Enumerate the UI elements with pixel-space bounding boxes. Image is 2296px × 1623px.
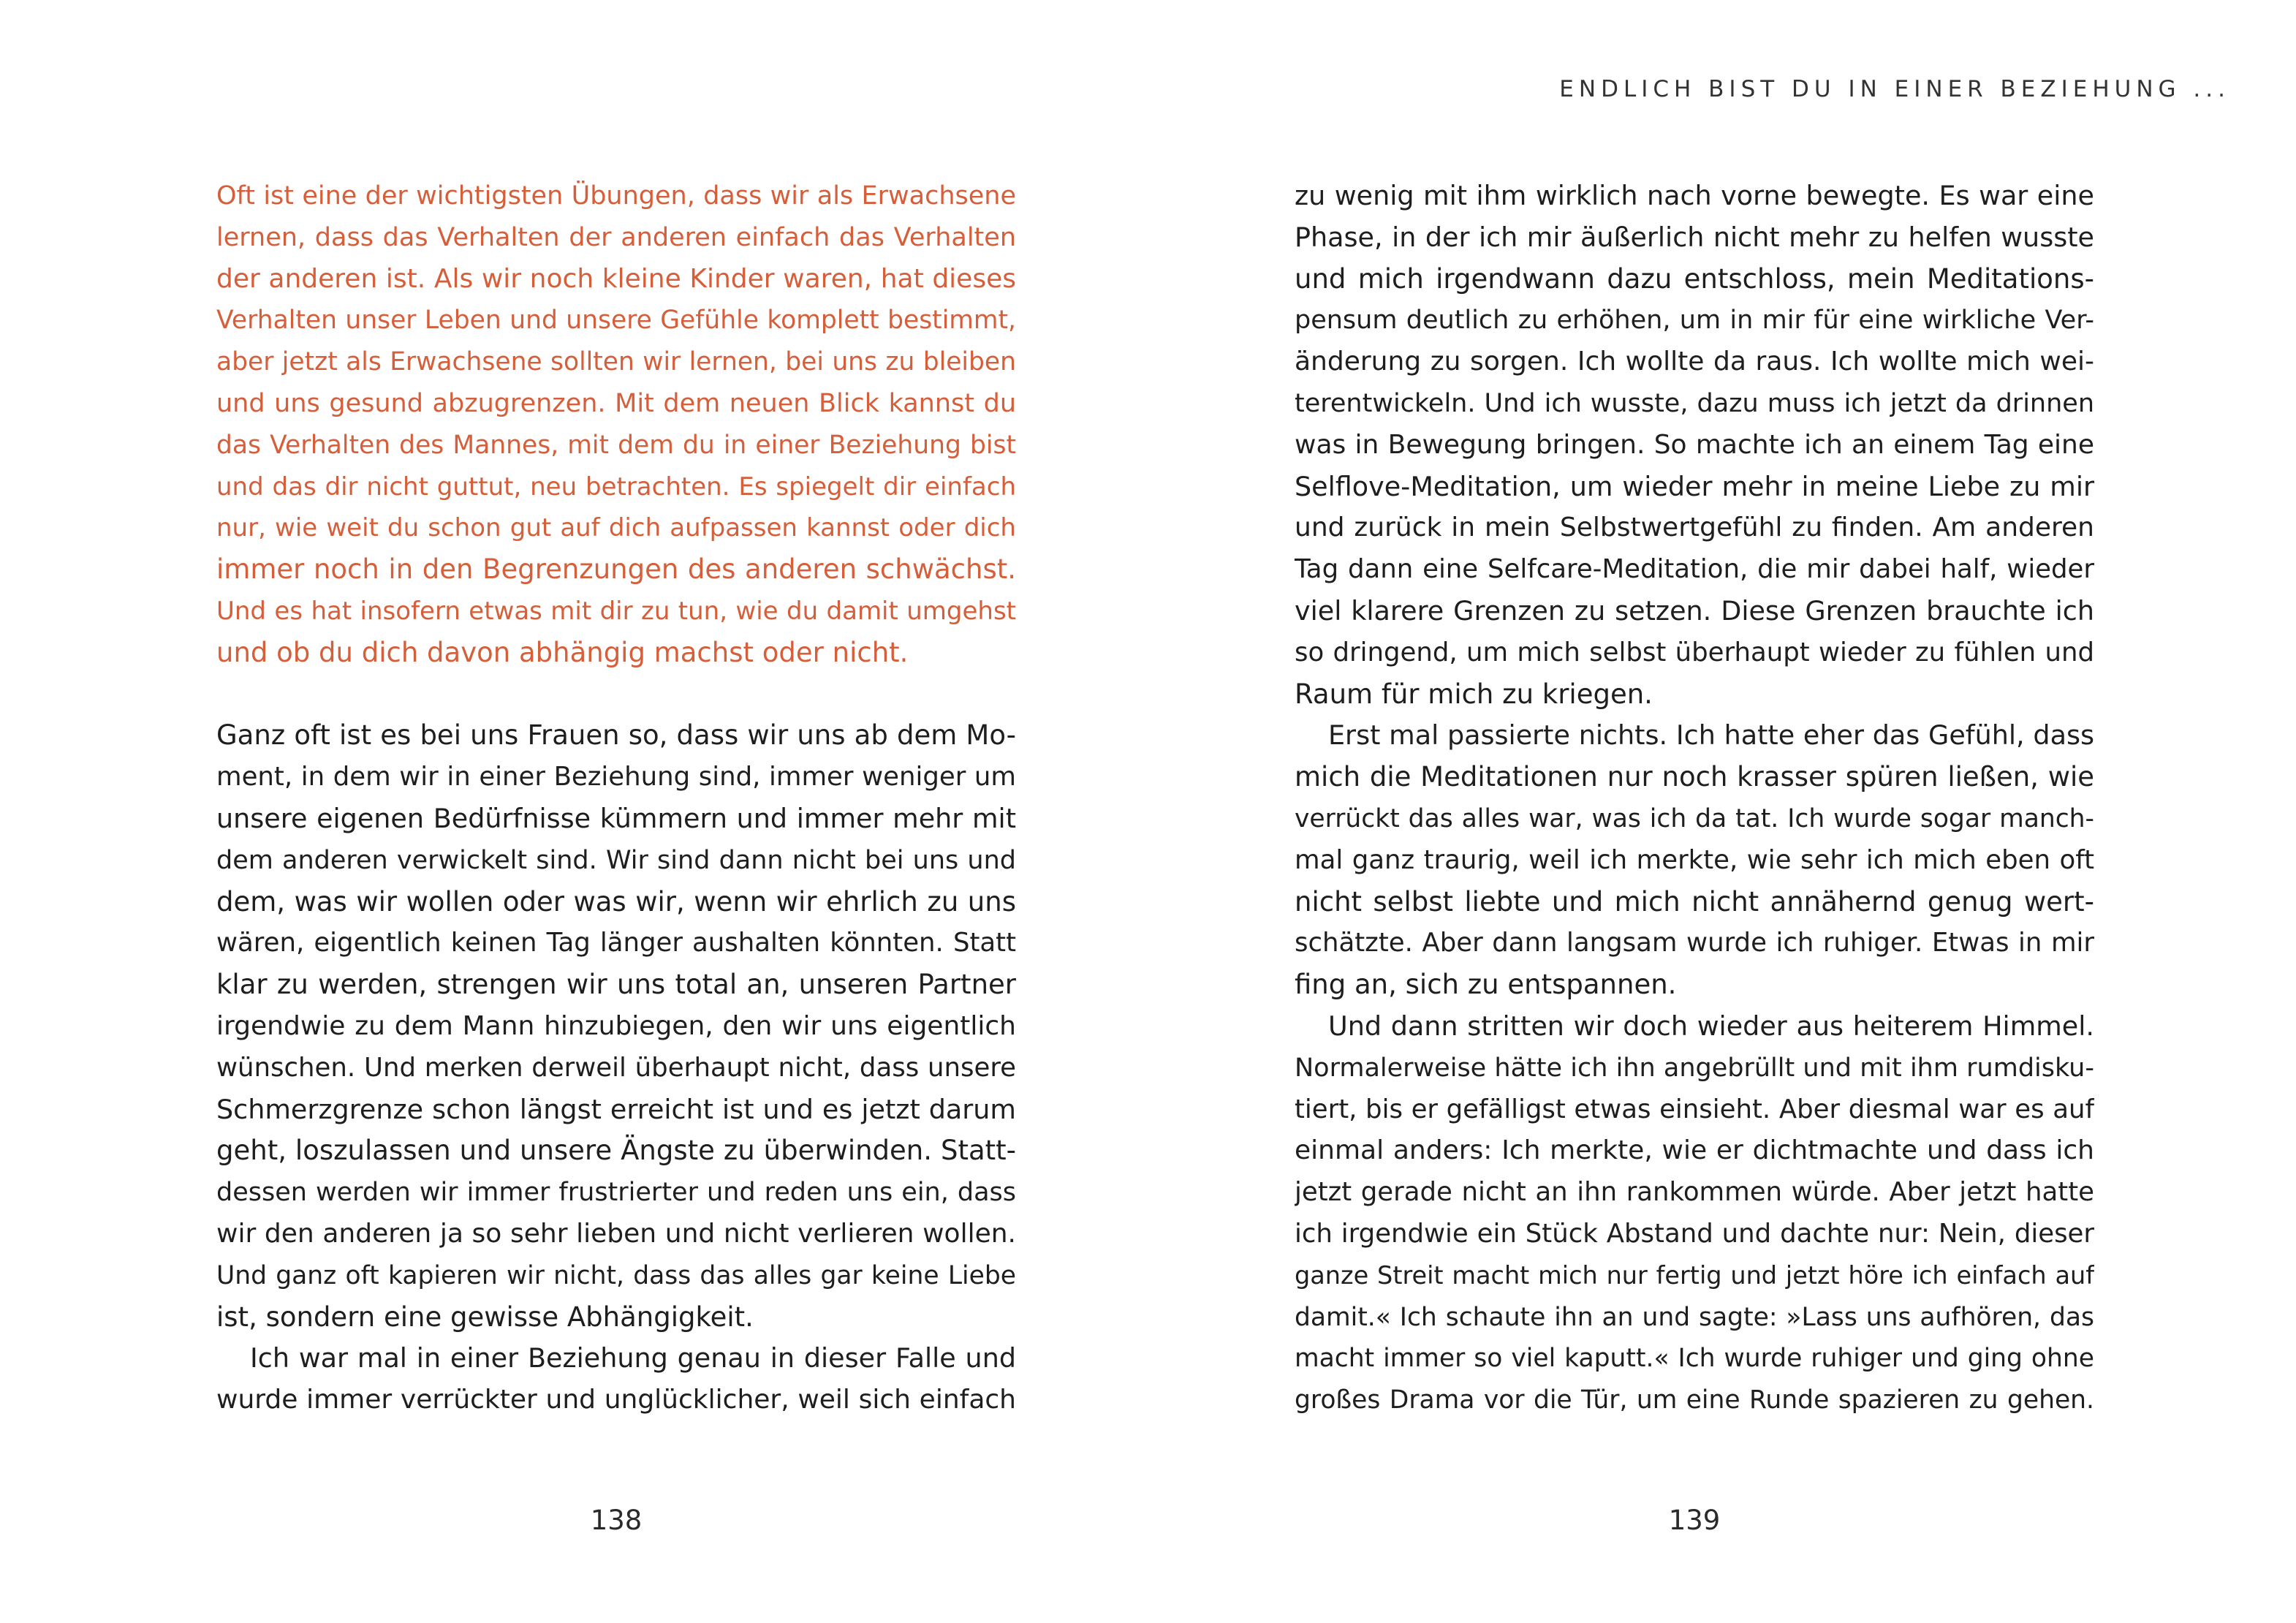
body-line: wir den anderen ja so sehr lieben und nicht verlieren wollen.: [216, 1218, 1016, 1249]
body-line: ganze Streit macht mich nur fertig und jetzt höre ich einfach auf: [1295, 1260, 2094, 1290]
body-text: [216, 715, 1016, 1421]
body-line: was in Bewegung bringen. So machte ich an einem Tag eine: [1295, 429, 2094, 460]
body-line: Und dann stritten wir doch wieder aus heiterem Himmel.: [1328, 1010, 2094, 1042]
body-line: änderung zu sorgen. Ich wollte da raus. Ich wollte mich wei-: [1295, 347, 2094, 377]
body-line: tiert, bis er gefälligst etwas einsieht. Aber diesmal war es auf: [1295, 1094, 2094, 1124]
highlight-line: Und es hat insofern etwas mit dir zu tun, wie du damit umgehst: [216, 596, 1016, 626]
highlight-line: aber jetzt als Erwachsene sollten wir lernen, bei uns zu bleiben: [216, 347, 1016, 377]
body-line: so dringend, um mich selbst überhaupt wieder zu fühlen und: [1295, 637, 2094, 667]
page-number-left: 138: [590, 1505, 643, 1536]
page-number-right: 139: [1668, 1505, 1721, 1536]
body-line: ist, sondern eine gewisse Abhängigkeit.: [216, 1301, 754, 1333]
body-line: unsere eigenen Bedürfnisse kümmern und immer mehr mit: [216, 802, 1016, 834]
body-line: nicht selbst liebte und mich nicht annähernd genug wert-: [1295, 885, 2094, 918]
body-line: irgendwie zu dem Mann hinzubiegen, den wir uns eigentlich: [216, 1010, 1016, 1041]
highlight-line: und ob du dich davon abhängig machst oder nicht.: [216, 636, 909, 668]
body-line: dem, was wir wollen oder was wir, wenn wir ehrlich zu uns: [216, 885, 1016, 918]
highlight-line: und uns gesund abzugrenzen. Mit dem neuen Blick kannst du: [216, 388, 1016, 418]
body-text: [1295, 175, 2094, 1421]
running-head: ENDLICH BIST DU IN EINER BEZIEHUNG ...: [1559, 76, 2230, 102]
body-line: zu wenig mit ihm wirklich nach vorne bewegte. Es war eine: [1295, 180, 2094, 211]
body-line: Phase, in der ich mir äußerlich nicht mehr zu helfen wusste: [1295, 221, 2094, 253]
body-line: Ganz oft ist es bei uns Frauen so, dass wir uns ab dem Mo-: [216, 719, 1016, 752]
body-line: dessen werden wir immer frustrierter und reden uns ein, dass: [216, 1178, 1016, 1208]
body-line: damit.« Ich schaute ihn an und sagte: »Lass uns aufhören, das: [1295, 1302, 2094, 1332]
highlight-line: Verhalten unser Leben und unsere Gefühle komplett bestimmt,: [216, 306, 1016, 336]
body-line: verrückt das alles war, was ich da tat. Ich wurde sogar manch-: [1295, 803, 2094, 833]
body-line: wünschen. Und merken derweil überhaupt nicht, dass unsere: [216, 1052, 1016, 1083]
body-line: wären, eigentlich keinen Tag länger aushalten könnten. Statt: [216, 928, 1016, 958]
body-line: Schmerzgrenze schon längst erreicht ist und es jetzt darum: [216, 1093, 1016, 1125]
body-line: mal ganz traurig, weil ich merkte, wie sehr ich mich eben oft: [1295, 844, 2094, 875]
body-line: jetzt gerade nicht an ihn rankommen würde. Aber jetzt hatte: [1295, 1177, 2094, 1208]
body-line: Erst mal passierte nichts. Ich hatte eher das Gefühl, dass: [1328, 719, 2094, 752]
highlight-line: lernen, dass das Verhalten der anderen einfach das Verhalten: [216, 222, 1016, 252]
body-line: fing an, sich zu entspannen.: [1295, 969, 1677, 1001]
body-line: geht, loszulassen und unsere Ängste zu überwinden. Statt-: [216, 1135, 1016, 1167]
body-line: Raum für mich zu kriegen.: [1295, 678, 1653, 710]
body-line: und mich irgendwann dazu entschloss, mein Meditations-: [1295, 262, 2094, 295]
body-line: klar zu werden, strengen wir uns total an, unseren Partner: [216, 969, 1016, 1001]
body-line: dem anderen verwickelt sind. Wir sind dann nicht bei uns und: [216, 845, 1016, 875]
body-line: einmal anders: Ich merkte, wie er dichtmachte und dass ich: [1295, 1135, 2094, 1166]
body-line: Ich war mal in einer Beziehung genau in dieser Falle und: [250, 1342, 1016, 1374]
body-line: und zurück in mein Selbstwertgefühl zu finden. Am anderen: [1295, 512, 2094, 543]
body-line: großes Drama vor die Tür, um eine Runde spazieren zu gehen.: [1295, 1385, 2094, 1415]
left-page: [216, 175, 1016, 1421]
body-line: Tag dann eine Selfcare-Meditation, die mir dabei half, wieder: [1295, 554, 2094, 585]
body-line: mich die Meditationen nur noch krasser spüren ließen, wie: [1295, 761, 2094, 793]
highlight-line: der anderen ist. Als wir noch kleine Kinder waren, hat dieses: [216, 263, 1016, 294]
body-line: Und ganz oft kapieren wir nicht, dass das alles gar keine Liebe: [216, 1260, 1016, 1290]
highlight-paragraph: [216, 175, 1016, 674]
body-line: schätzte. Aber dann langsam wurde ich ruhiger. Etwas in mir: [1295, 928, 2094, 958]
body-line: ment, in dem wir in einer Beziehung sind, immer weniger um: [216, 762, 1016, 792]
highlight-line: nur, wie weit du schon gut auf dich aufpassen kannst oder dich: [216, 513, 1016, 543]
body-line: pensum deutlich zu erhöhen, um in mir für eine wirkliche Ver-: [1295, 306, 2094, 336]
highlight-line: Oft ist eine der wichtigsten Übungen, dass wir als Erwachsene: [216, 181, 1016, 211]
body-line: Normalerweise hätte ich ihn angebrüllt und mit ihm rumdisku-: [1295, 1053, 2094, 1083]
highlight-line: das Verhalten des Mannes, mit dem du in einer Beziehung bist: [216, 430, 1016, 460]
body-line: ich irgendwie ein Stück Abstand und dachte nur: Nein, dieser: [1295, 1218, 2094, 1249]
body-line: viel klarere Grenzen zu setzen. Diese Grenzen brauchte ich: [1295, 594, 2094, 627]
paragraph-gap: [216, 674, 1016, 716]
body-line: Selflove-Meditation, um wieder mehr in meine Liebe zu mir: [1295, 470, 2094, 502]
highlight-line: und das dir nicht guttut, neu betrachten. Es spiegelt dir einfach: [216, 472, 1016, 502]
body-line: terentwickeln. Und ich wusste, dazu muss ich jetzt da drinnen: [1295, 388, 2094, 418]
body-line: macht immer so viel kaputt.« Ich wurde ruhiger und ging ohne: [1295, 1344, 2094, 1374]
highlight-line: immer noch in den Begrenzungen des anderen schwächst.: [216, 553, 1016, 586]
right-page: [1295, 175, 2094, 1421]
body-line: wurde immer verrückter und unglücklicher, weil sich einfach: [216, 1385, 1016, 1415]
